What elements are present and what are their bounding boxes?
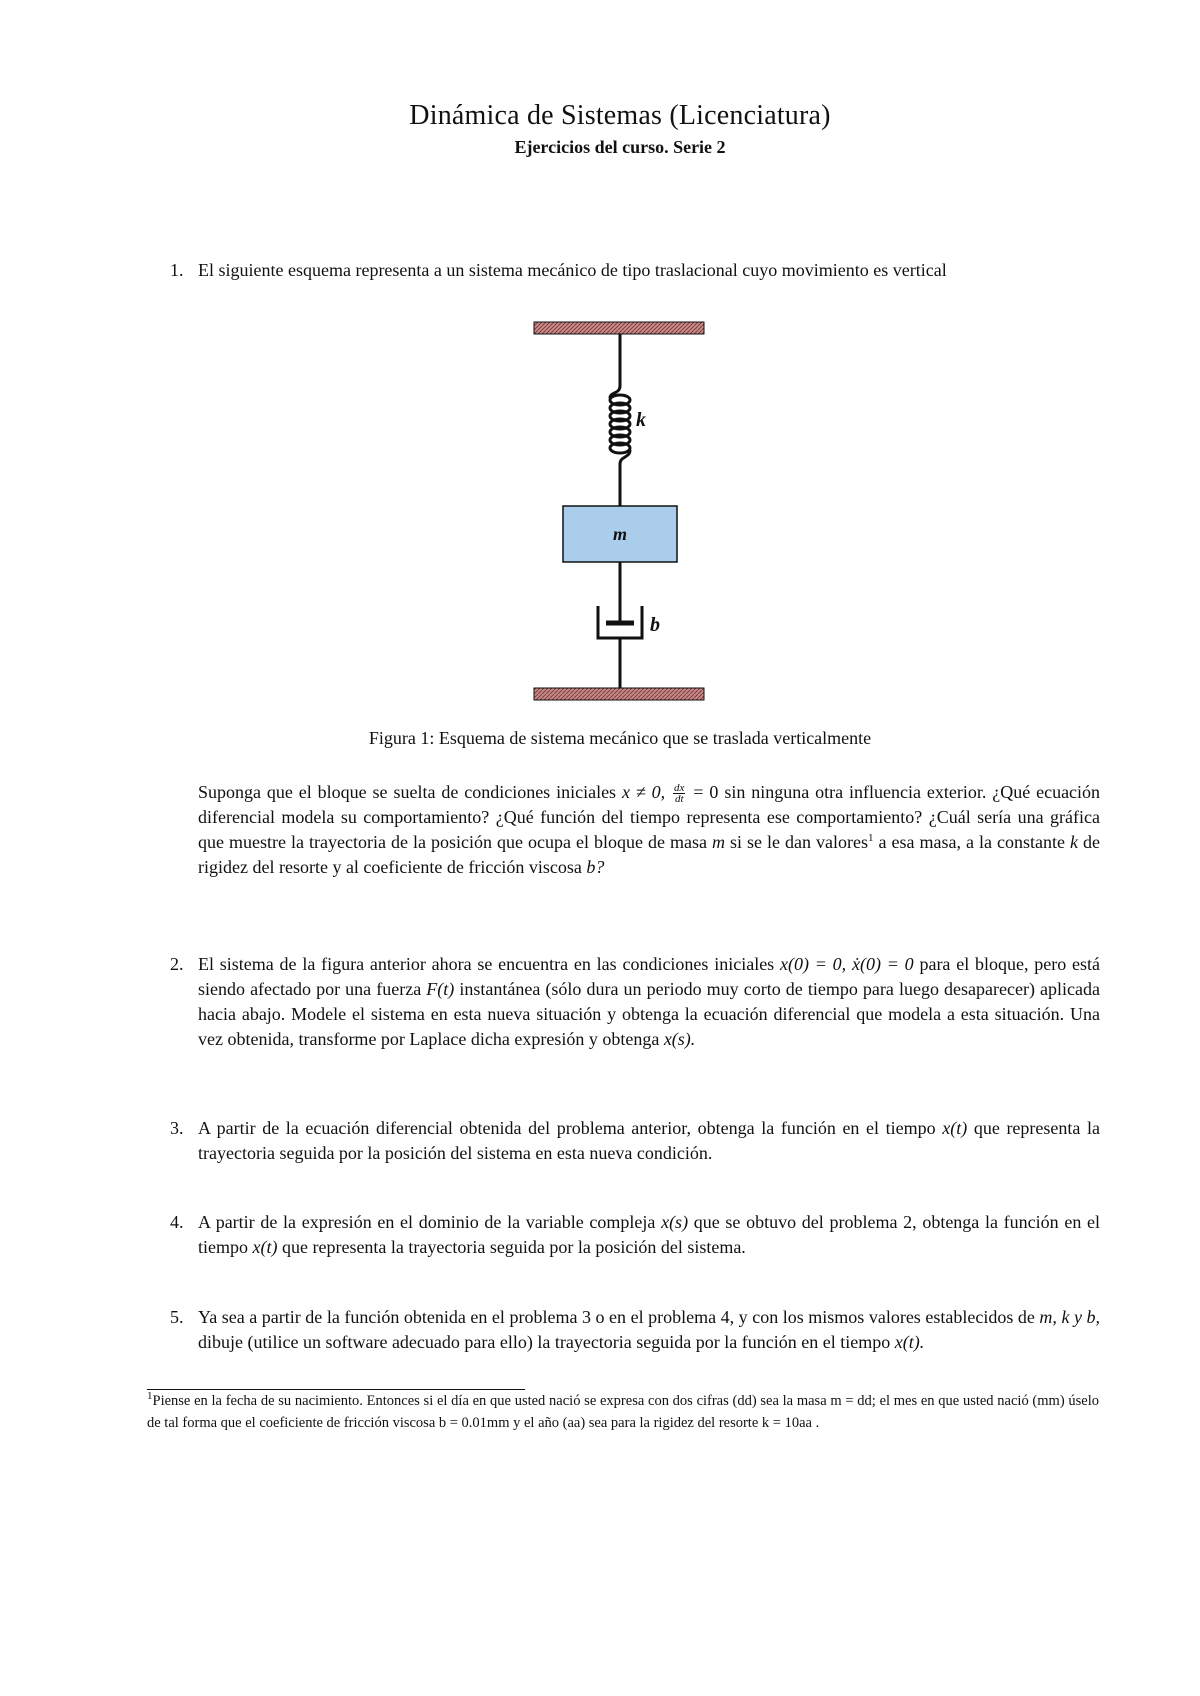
footnote-text: Piense en la fecha de su nacimiento. Entonces si el día en que usted nació se expresa con dos cifras (dd) sea la masa m = dd; el mes en que usted nació (mm) úselo de tal forma que el coeficiente de fricción viscosa b = 0.01mm y el año (aa) sea para la rigidez del resorte k = 10aa . [147, 1393, 1099, 1431]
mechanical-system-figure [530, 318, 710, 706]
problem-1 [170, 258, 1100, 283]
problem-3 [170, 1116, 1100, 1166]
problem-text: A partir de la expresión en el dominio de la variable compleja x(s) que se obtuvo del problema 2, obtenga la función en el tiempo x(t) que representa la trayectoria seguida por la posición del sistema. [198, 1212, 1100, 1257]
problem-number: 2. [170, 954, 184, 974]
problem-text: Ya sea a partir de la función obtenida en el problema 3 o en el problema 4, y con los mismos valores establecidos de m, k y b, dibuje (utilice un software adecuado para ello) la trayectoria seguida por la función en el tiempo x(t). [198, 1307, 1101, 1352]
spring [610, 386, 630, 464]
problem-number: 5. [170, 1307, 184, 1327]
problem-text: Suponga que el bloque se suelta de condiciones iniciales x ≠ 0, $\frac{dx}{dt}$ = 0 sin ninguna otra influencia exterior. ¿Qué ecuación diferencial modela su comportamiento? ¿Qué función del tiempo representa ese comportamiento? ¿Cuál sería una gráfica que muestre la trayectoria de la posición que ocupa el bloque de masa m si se le dan valores$^1$ a esa masa, a la constante k de rigidez del resorte y al coeficiente de fricción viscosa b? [198, 782, 1101, 877]
footnote-number: 1 [147, 1390, 153, 1403]
problem-1-body [170, 780, 1100, 880]
problem-text: A partir de la ecuación diferencial obtenida del problema anterior, obtenga la función en el tiempo x(t) que representa la trayectoria seguida por la posición del sistema en esta nueva condición. [198, 1118, 1100, 1163]
problem-2 [170, 952, 1100, 1052]
damper-label: b [650, 614, 660, 636]
problem-5 [170, 1305, 1100, 1355]
footnote [147, 1390, 1099, 1434]
bottom-ground [534, 688, 704, 700]
footnote-mark: 1 [868, 832, 874, 844]
problem-number: 1. [170, 260, 184, 280]
problem-intro: El siguiente esquema representa a un sistema mecánico de tipo traslacional cuyo movimiento es vertical [198, 260, 947, 280]
top-ground [534, 322, 704, 334]
problem-4 [170, 1210, 1100, 1260]
problem-number: 3. [170, 1118, 184, 1138]
page-subtitle: Ejercicios del curso. Serie 2 [514, 137, 726, 157]
spring-label: k [636, 409, 646, 431]
page-title: Dinámica de Sistemas (Licenciatura) [409, 100, 831, 131]
figure-caption: Figura 1: Esquema de sistema mecánico que se traslada verticalmente [368, 728, 872, 748]
derivative-fraction: $\frac{dx}{dt}$ [674, 782, 685, 806]
problem-text: El sistema de la figura anterior ahora se encuentra en las condiciones iniciales x(0) = 0, ẋ(0) = 0 para el bloque, pero está siendo afectado por una fuerza F(t) instantánea (sólo dura un periodo muy corto de tiempo para luego desaparecer) aplicada hacia abajo. Modele el sistema en esta nueva situación y obtenga la ecuación diferencial que modela a esta situación. Una vez obtenida, transforme por Laplace dicha expresión y obtenga x(s). [198, 954, 1101, 1049]
problem-number: 4. [170, 1212, 184, 1232]
mass-label: m [612, 524, 628, 544]
